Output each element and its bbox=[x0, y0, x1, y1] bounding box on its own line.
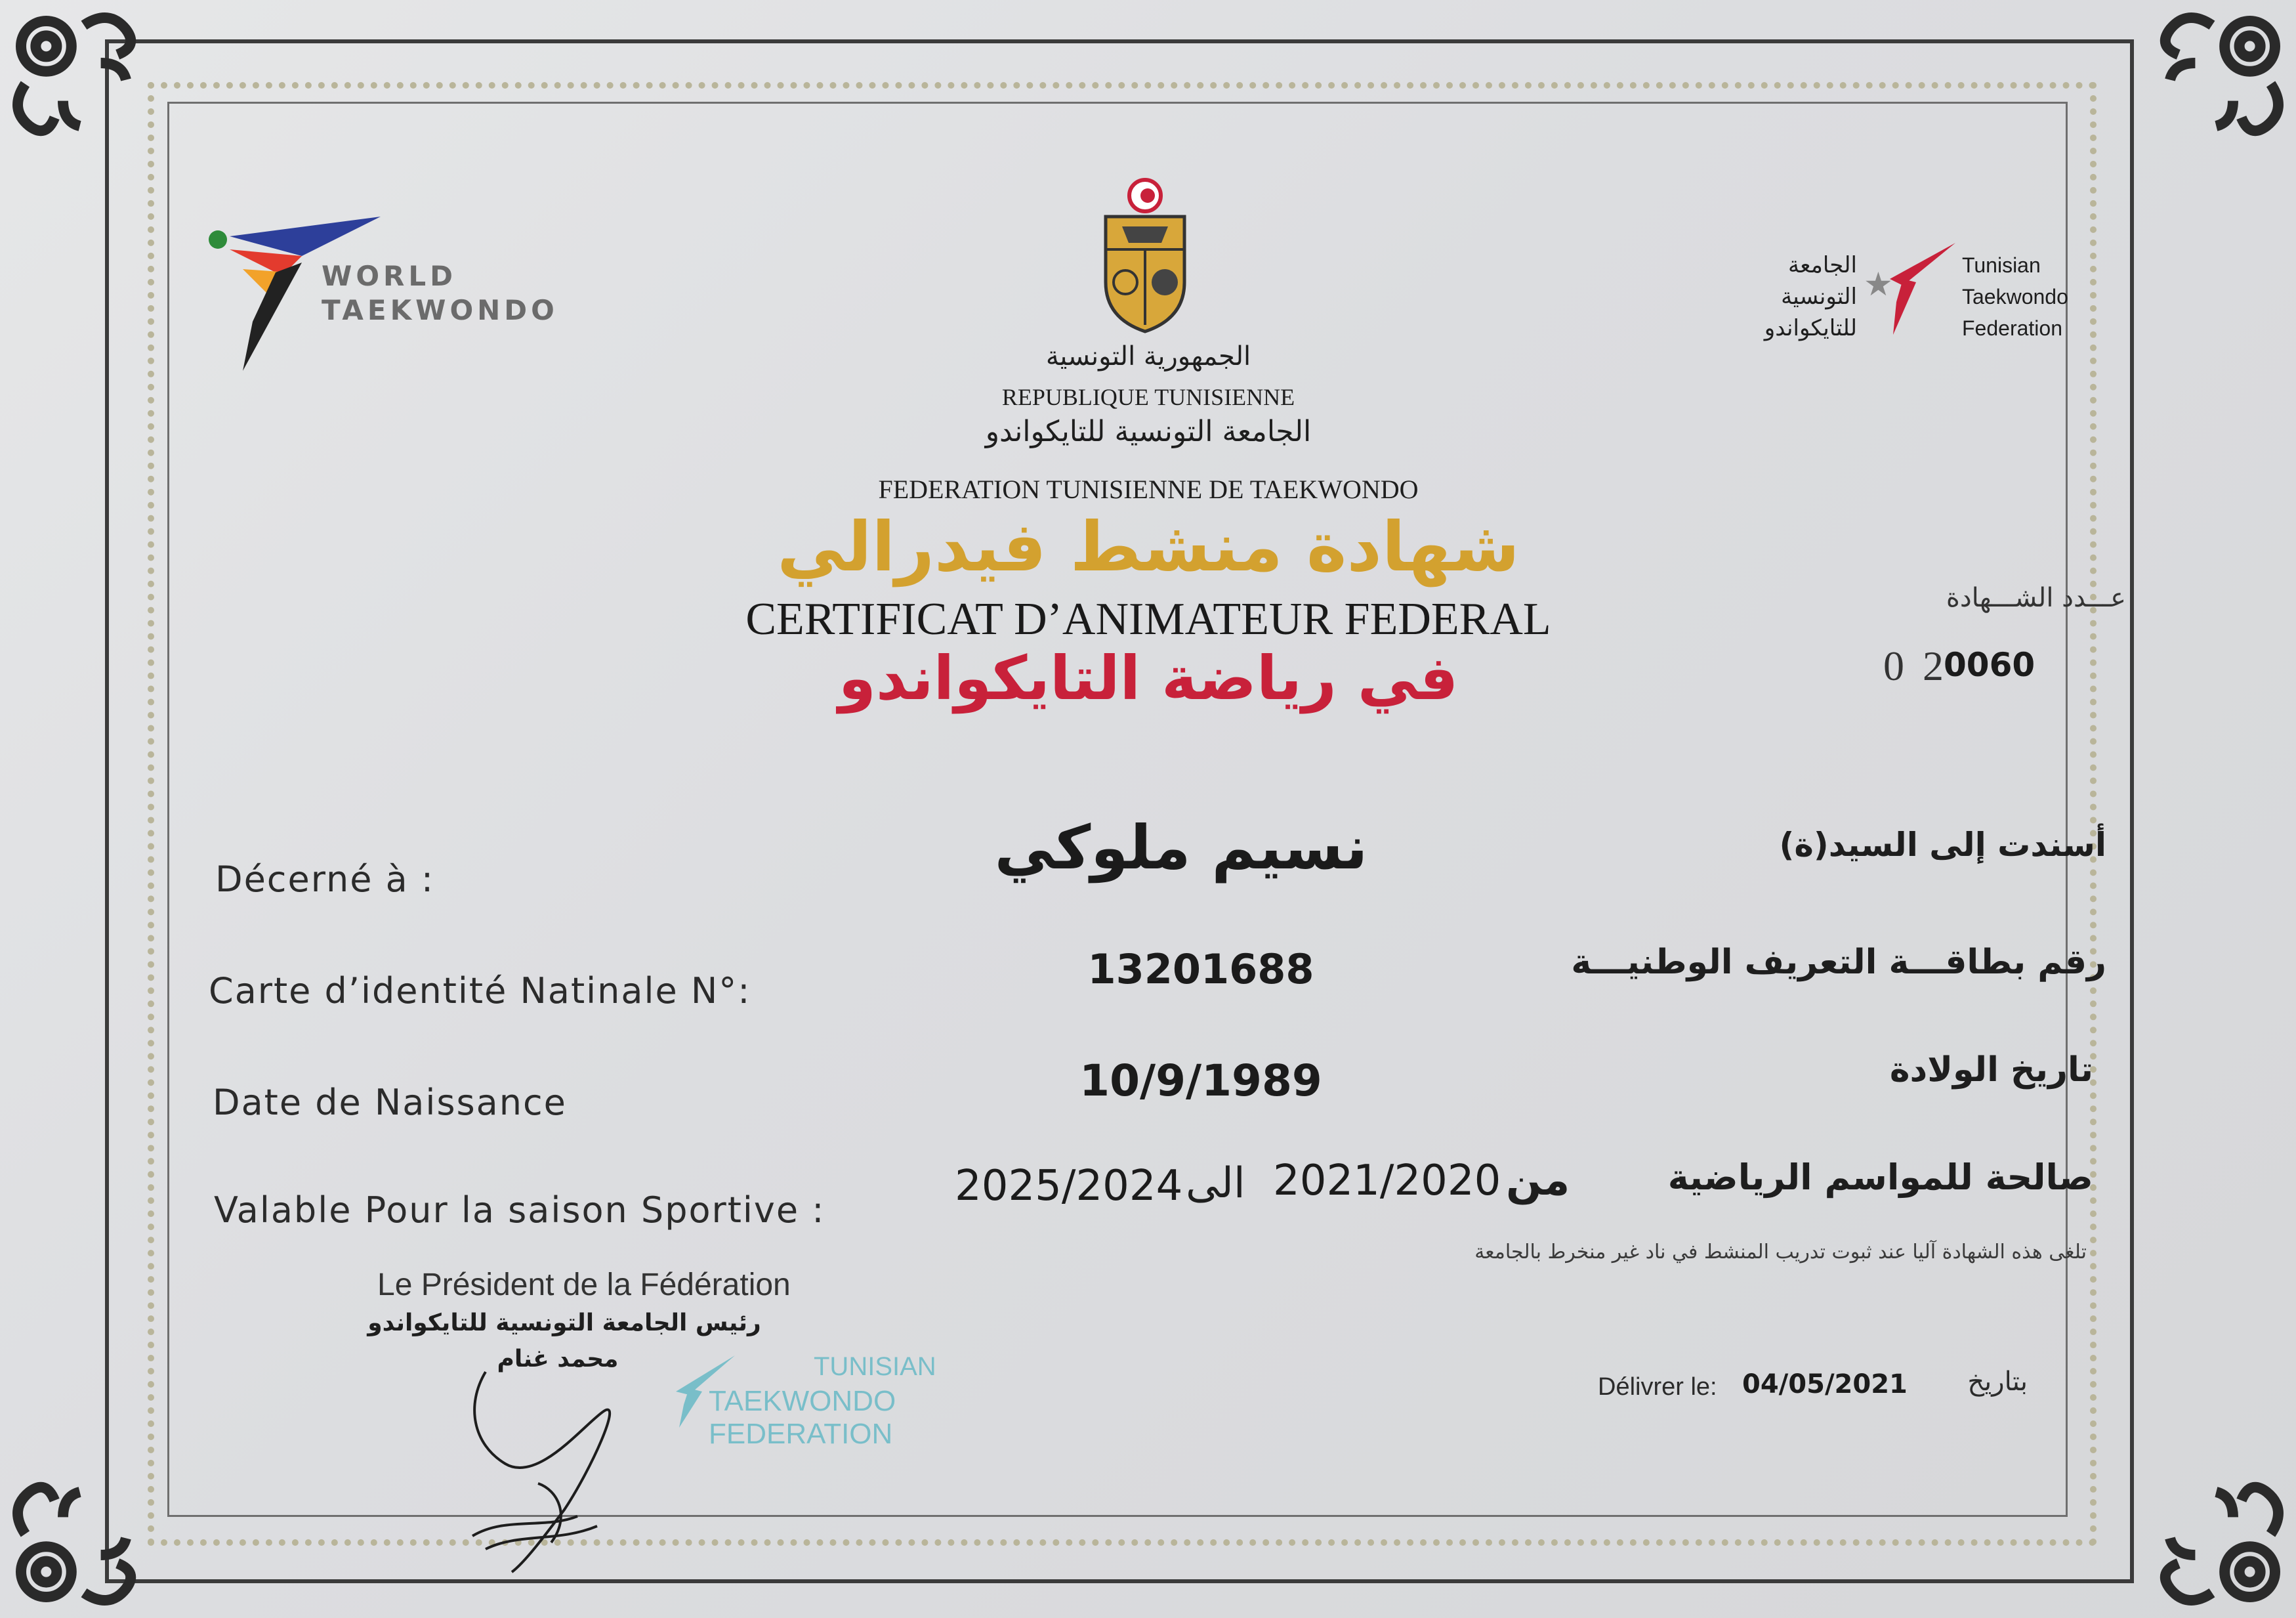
valid-label-ar: صالحة للمواسم الرياضية bbox=[1667, 1157, 2093, 1198]
birth-label-fr: Date de Naissance bbox=[213, 1082, 567, 1123]
delivery-label-ar: بتاريخ bbox=[1967, 1367, 2028, 1397]
valid-from-word: من bbox=[1506, 1157, 1570, 1205]
president-title-ar: رئيس الجامعة التونسية للتايكواندو bbox=[367, 1309, 761, 1336]
wt-line2: TAEKWONDO bbox=[322, 294, 558, 326]
awarded-to-value: نسيم ملوكي bbox=[994, 813, 1368, 883]
republic-ar: الجمهورية التونسية bbox=[1045, 341, 1251, 372]
federation-stamp bbox=[656, 1352, 1050, 1503]
title-ar: شهادة منشط فيدرالي bbox=[777, 507, 1520, 587]
president-name-ar: محمد غنام bbox=[497, 1346, 619, 1373]
president-signature bbox=[446, 1365, 682, 1575]
stamp-line2: TAEKWONDO FEDERATION bbox=[709, 1385, 896, 1450]
valid-to: 2025/2024 bbox=[955, 1162, 1183, 1210]
valid-from: 2021/2020 bbox=[1273, 1157, 1501, 1205]
birth-label-ar: تاريخ الولادة bbox=[1889, 1050, 2093, 1090]
delivery-date: 04/05/2021 bbox=[1742, 1369, 1908, 1399]
ttf-en-line2: Taekwondo bbox=[1962, 285, 2068, 309]
federation-fr: FEDERATION TUNISIENNE DE TAEKWONDO bbox=[878, 475, 1419, 504]
valid-label-fr: Valable Pour la saison Sportive : bbox=[214, 1189, 825, 1231]
ttf-ar-line2: التونسية bbox=[1781, 284, 1857, 310]
id-value: 13201688 bbox=[1087, 945, 1314, 993]
subtitle-ar: في رياضة التايكواندو bbox=[838, 643, 1459, 713]
id-label-fr: Carte d’identité Natinale N°: bbox=[209, 970, 751, 1011]
republic-fr: REPUBLIQUE TUNISIENNE bbox=[1001, 384, 1295, 410]
corner-ornament-bottom-left bbox=[0, 1408, 210, 1618]
corner-ornament-bottom-right bbox=[2086, 1408, 2296, 1618]
federation-ar: الجامعة التونسية للتايكواندو bbox=[985, 415, 1312, 448]
stamp-line1: TUNISIAN bbox=[814, 1352, 936, 1381]
corner-ornament-top-right bbox=[2086, 0, 2296, 210]
ttf-logo-mark bbox=[1864, 243, 1962, 341]
certificate-number-label: عـــدد الشـــهادة bbox=[1946, 583, 2126, 613]
tunisia-coat-of-arms bbox=[1093, 177, 1198, 335]
president-title-fr: Le Président de la Fédération bbox=[377, 1267, 791, 1302]
ttf-english-name bbox=[1962, 249, 2068, 344]
svg-text:★: ★ bbox=[1864, 265, 1893, 303]
ttf-en-line1: Tunisian bbox=[1962, 253, 2041, 277]
validity-range bbox=[955, 1157, 1572, 1216]
ttf-arabic-name bbox=[1719, 249, 1857, 344]
valid-to-word: الى bbox=[1186, 1159, 1245, 1208]
certificate-number-value: 0060 bbox=[1944, 646, 2035, 684]
title-fr: CERTIFICAT D’ANIMATEUR FEDERAL bbox=[745, 594, 1551, 645]
ttf-ar-line3: للتايكواندو bbox=[1764, 315, 1857, 341]
awarded-to-label-ar: أسندت إلى السيد(ة) bbox=[1779, 826, 2106, 864]
ttf-en-line3: Federation bbox=[1962, 316, 2062, 340]
corner-ornament-top-left bbox=[0, 0, 210, 210]
wt-line1: WORLD bbox=[322, 260, 457, 292]
id-label-ar: رقم بطاقـــة التعريف الوطنيـــة bbox=[1571, 943, 2106, 982]
ttf-ar-line1: الجامعة bbox=[1788, 252, 1857, 278]
birth-value: 10/9/1989 bbox=[1079, 1055, 1322, 1106]
delivery-label-fr: Délivrer le: bbox=[1598, 1373, 1717, 1401]
cancellation-notice: تلغى هذه الشهادة آليا عند ثبوت تدريب المنشط في ناد غير منخرط بالجامعة bbox=[1474, 1241, 2087, 1264]
awarded-to-label-fr: Décerné à : bbox=[215, 859, 435, 900]
world-taekwondo-wordmark bbox=[322, 259, 558, 328]
certificate-number-prefix: 0 2 bbox=[1883, 643, 1948, 689]
